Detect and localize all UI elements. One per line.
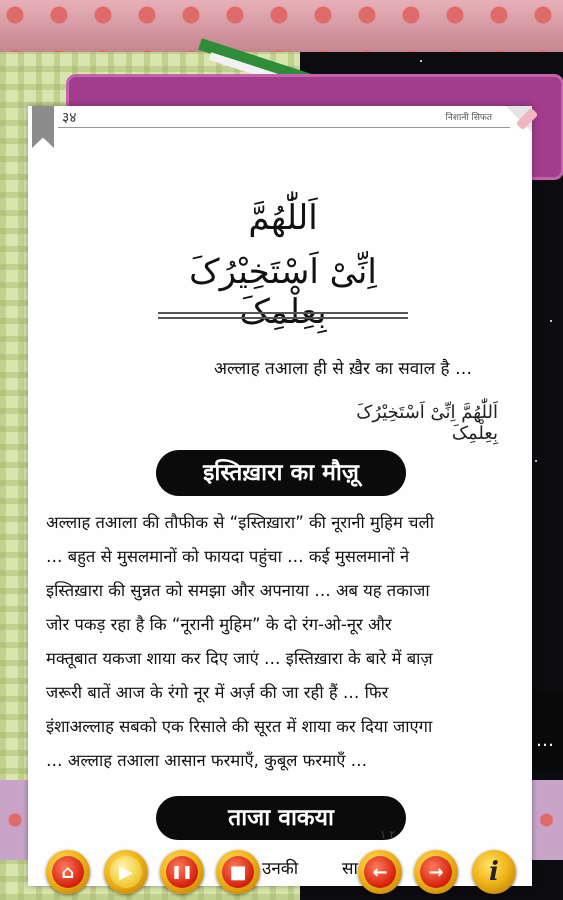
arrow-left-icon: ← [364, 856, 396, 888]
previous-page-button[interactable] [358, 850, 402, 894]
play-icon: ▶ [110, 856, 142, 888]
paragraph-line: जोर पकड़ रहा है कि “नूरानी मुहिम” के दो रंग-ओ-नूर और [46, 615, 392, 634]
arabic-heading-line1: اَللّٰھُمَّ [248, 198, 318, 238]
paragraph-line: जरूरी बातें आज के रंगो नूर में अर्ज़ की जा रही हैं … फिर [46, 683, 389, 702]
paragraph-line: … अल्लाह तआला आसान फरमाएँ, कुबूल फरमाएँ … [46, 751, 368, 770]
stop-button[interactable] [216, 850, 260, 894]
arabic-quote: اَللّٰھُمَّ اِنِّیْ اَسْتَخِیْرُکَ بِعِلْمِکَ [356, 402, 498, 444]
paragraph-line: अल्लाह तआला की तौफीक से “इस्तिख़ारा” की नूरानी मुहिम चली [46, 513, 434, 532]
heading-underline [158, 312, 408, 314]
section-title-topic: इस्तिख़ारा का मौज़ू [156, 450, 406, 496]
header-divider [58, 127, 510, 128]
stop-icon: ■ [222, 856, 254, 888]
play-button[interactable] [104, 850, 148, 894]
arrow-right-icon: → [420, 856, 452, 888]
decorative-top-border [0, 0, 563, 52]
decorative-bottom-right [530, 780, 563, 860]
intro-line: अल्लाह तआला ही से ख़ैर का सवाल है … [214, 359, 472, 379]
page-number: ३४ [62, 110, 77, 126]
arabic-heading-line2: اِنِّیْ اَسْتَخِیْرُکَ [189, 252, 377, 292]
paragraph-line: इस्तिख़ारा की सुन्नत को समझा और अपनाया … अब यह तकाजा [46, 581, 430, 600]
pause-button[interactable] [160, 850, 204, 894]
next-page-button[interactable] [414, 850, 458, 894]
page-source-label: निशानी सिफत [445, 113, 492, 123]
info-button[interactable] [472, 850, 516, 894]
home-button[interactable] [46, 850, 90, 894]
section-title-recent-incident: ताजा वाकया [156, 796, 406, 840]
bottom-peek-text: उनकी [262, 859, 299, 879]
side-page-peek: … [530, 690, 563, 770]
pause-icon: ❚❚ [166, 856, 198, 888]
bottom-peek-text-2: सा [342, 859, 358, 879]
info-icon: i [489, 857, 499, 887]
paragraph-line: इंशाअल्लाह सबको एक रिसाले की सूरत में शाया कर दिया जाएगा [46, 717, 433, 736]
decorative-bottom-left [0, 780, 30, 860]
arabic-mark: ۱ ۲ [380, 828, 396, 841]
paragraph-line: मक्तूबात यकजा शाया कर दिए जाएं … इस्तिख़ारा के बारे में बाज़ [46, 649, 433, 668]
paragraph-line: … बहुत से मुसलमानों को फायदा पहुंचा … कई मुसलमानों ने [46, 547, 410, 566]
home-icon: ⌂ [52, 856, 84, 888]
book-page [28, 106, 532, 886]
heading-underline-second [158, 317, 408, 319]
